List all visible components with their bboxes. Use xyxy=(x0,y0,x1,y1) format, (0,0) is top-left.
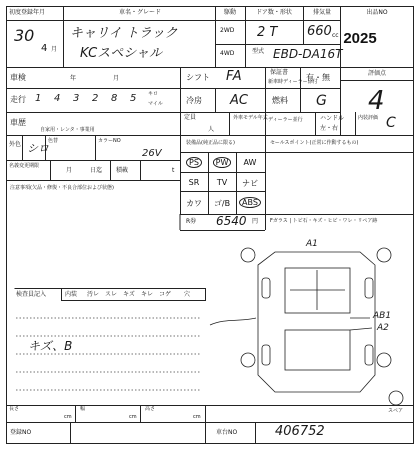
load-label: 積載 xyxy=(116,167,129,174)
color-ext-label: 外色 xyxy=(9,141,22,148)
name-change-day: 日迄 xyxy=(90,167,103,174)
damage-legend: Fガラス | トビ石・キズ・ヒビ・ワレ・リペア跡 xyxy=(270,218,378,224)
reg-year: 30 xyxy=(14,26,35,45)
history-options: 自家用・レンタ・事業用 xyxy=(40,127,95,133)
length-label: 長さ xyxy=(9,406,20,412)
name-change-month: 月 xyxy=(66,167,73,174)
name-change-label: 名義変更期限 xyxy=(9,163,40,169)
equip-navi: ナビ xyxy=(242,179,258,188)
dealer-label: ディーラー並行 xyxy=(268,117,303,123)
displacement-value: 660 xyxy=(307,24,332,39)
score-value: 4 xyxy=(368,86,385,116)
chassis-value: 406752 xyxy=(275,424,325,439)
drive-2wd: 2WD xyxy=(220,27,235,34)
ac-value: AC xyxy=(230,93,248,108)
length-unit: cm xyxy=(64,414,72,420)
inspector-opt-hole: 穴 xyxy=(184,291,191,298)
damage-mark-ab1: AB1 xyxy=(373,311,392,321)
mileage-digit-2: 4 xyxy=(54,93,61,104)
width-unit: cm xyxy=(129,414,137,420)
width-label: 幅 xyxy=(80,406,86,412)
interior-label: 内装評価 xyxy=(358,115,379,121)
notes-label: 注意事項(欠品・修復・不良合部位および状態) xyxy=(10,185,114,191)
model-value: EBD-DA16T xyxy=(273,47,343,61)
displacement-unit: cc xyxy=(332,32,339,39)
reg-no-label: 登録NO xyxy=(10,429,32,436)
inspector-label: 検査員記入 xyxy=(16,291,47,298)
equipment-title: 装備品(純正品に限る) xyxy=(186,140,235,146)
drive-4wd: 4WD xyxy=(220,50,235,57)
color-change-label: 色替 xyxy=(48,138,59,144)
inspector-note: キズ、B xyxy=(28,339,73,353)
equip-leather: カワ xyxy=(186,199,202,208)
displacement-label: 排気量 xyxy=(312,9,332,16)
mileage-digit-6: 5 xyxy=(130,93,137,104)
inspector-opt-cut: キレ xyxy=(141,291,153,298)
equip-abs: ABS xyxy=(238,198,262,207)
reg-month-unit: 月 xyxy=(51,46,58,53)
mileage-unit-km: キロ xyxy=(148,91,159,97)
mileage-unit-mile: マイル xyxy=(148,101,163,107)
handle-label: ハンドル xyxy=(320,115,345,122)
sales-point-label: セールスポイント(正常に作動するもの) xyxy=(270,140,359,146)
chassis-label: 車台NO xyxy=(216,429,238,436)
warranty-value: 有・無 xyxy=(306,73,330,82)
score-label: 評価点 xyxy=(367,70,387,77)
equip-aw: AW xyxy=(243,158,257,167)
inspector-opt-scratch: キズ xyxy=(123,291,135,298)
height-unit: cm xyxy=(193,414,201,420)
handle-value: 左・右 xyxy=(320,125,339,132)
capacity-unit: 人 xyxy=(208,126,215,133)
inspection-month-unit: 月 xyxy=(113,75,120,82)
damage-mark-a1: A1 xyxy=(306,239,318,249)
r-ticket-label: R券 xyxy=(186,218,197,225)
grade-value: KCスペシャル xyxy=(80,46,162,61)
equip-ps: PS xyxy=(182,158,206,167)
load-unit: t xyxy=(172,167,175,174)
first-reg-label: 初度登録年月 xyxy=(9,9,46,16)
height-label: 高さ xyxy=(145,406,156,412)
shift-value: FA xyxy=(226,69,242,84)
inspector-opt-scuff: スレ xyxy=(105,291,118,298)
mileage-digit-1: 1 xyxy=(35,93,42,104)
lot-no-label: 出品NO xyxy=(366,9,388,16)
inspector-opt-interior: 内装 xyxy=(65,291,78,298)
inspection-year-unit: 年 xyxy=(70,75,77,82)
model-label: 型式 xyxy=(252,48,265,55)
fuel-label: 燃料 xyxy=(272,96,288,105)
equip-pw: PW xyxy=(210,158,234,167)
ac-label: 冷房 xyxy=(186,96,202,105)
doors-shape-label: ドア数・形状 xyxy=(256,9,292,16)
interior-value: C xyxy=(386,115,396,131)
inspection-label: 車検 xyxy=(10,73,26,82)
drive-label: 駆動 xyxy=(223,9,237,16)
spare-label: スペア xyxy=(388,408,404,414)
name-grade-label: 車名・グレード xyxy=(118,9,162,16)
inspector-opt-burn: コゲ xyxy=(159,291,172,298)
lot-number: 2025 xyxy=(343,30,377,47)
damage-mark-a2: A2 xyxy=(377,323,389,333)
warranty-sub: 新車時ディーラー添付 xyxy=(268,79,318,85)
vehicle-name: キャリイ トラック xyxy=(70,26,178,41)
exterior-model-label: 外車モデル年式 xyxy=(233,115,268,121)
mileage-digit-3: 3 xyxy=(73,93,80,104)
mileage-label: 走行 xyxy=(10,95,26,104)
color-ext-value: シロ xyxy=(27,142,49,155)
mileage-digit-4: 2 xyxy=(92,93,99,104)
equip-tv: TV xyxy=(216,178,228,187)
fuel-value: G xyxy=(316,93,327,109)
reg-month: 4 xyxy=(41,43,48,54)
r-ticket-value: 6540 xyxy=(216,214,247,228)
capacity-label: 定員 xyxy=(184,114,197,121)
equip-airbag: ゴ/B xyxy=(213,199,231,208)
shift-label: シフト xyxy=(186,73,210,82)
doors-value: 2 T xyxy=(257,25,278,40)
warranty-label: 保証書 xyxy=(270,69,289,76)
color-no-value: 26V xyxy=(142,148,162,159)
mileage-digit-5: 8 xyxy=(111,93,118,104)
history-label: 車歴 xyxy=(10,118,26,127)
equip-sr: SR xyxy=(188,178,200,187)
color-no-label: カラーNO xyxy=(98,138,121,144)
r-ticket-unit: 円 xyxy=(252,218,259,225)
inspector-opt-dirt: 汚レ xyxy=(87,291,100,298)
